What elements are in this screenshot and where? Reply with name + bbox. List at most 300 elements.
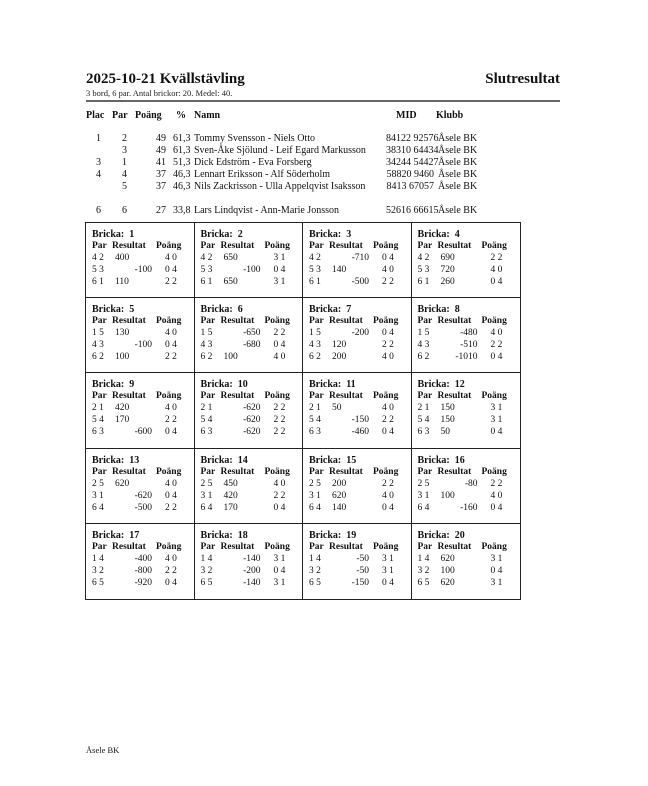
player-names: Lennart Eriksson - Alf Söderholm	[194, 169, 331, 180]
board-title	[201, 530, 248, 541]
board-points: 3 1	[490, 577, 503, 588]
board-points: 2 2	[165, 352, 177, 363]
board-col-poang: Poäng	[156, 316, 182, 327]
board-title	[92, 229, 134, 240]
board-result: -100	[134, 340, 152, 351]
board-header	[418, 391, 518, 403]
board-pairs: 6 2	[92, 352, 104, 363]
board-pairs: 3 2	[417, 565, 430, 576]
board-row	[309, 340, 409, 352]
board-result: 450	[223, 478, 238, 489]
board-pairs: 5 3	[309, 265, 321, 275]
board-pairs: 3 2	[200, 565, 213, 576]
board-result: 620	[440, 577, 455, 588]
board-points: 2 2	[490, 478, 503, 489]
club: Åsele BK	[438, 205, 478, 216]
board-row	[309, 415, 409, 427]
player-names: Sven-Åke Sjölund - Leif Egard Markusson	[194, 145, 366, 156]
board-result: 200	[332, 478, 347, 489]
board-points: 0 4	[165, 427, 177, 438]
board-points: 2 2	[490, 253, 503, 263]
board-row	[201, 340, 301, 352]
board-row	[92, 479, 192, 491]
board-col-resultat: Resultat	[329, 316, 363, 327]
board-col-par: Par	[92, 241, 107, 251]
board-col-par: Par	[200, 391, 216, 402]
board-pairs: 6 4	[92, 502, 104, 513]
board-points: 2 2	[273, 490, 286, 501]
points: 37	[156, 181, 166, 192]
board-col-resultat: Resultat	[329, 391, 363, 402]
board-result: 400	[115, 253, 130, 263]
board-label: Bricka:	[309, 379, 342, 391]
board-points: 2 2	[382, 415, 394, 426]
board-col-poang: Poäng	[481, 241, 507, 251]
board-points: 4 0	[490, 328, 503, 339]
board-pairs: 6 4	[200, 502, 213, 513]
board-result: -100	[134, 265, 152, 275]
board-title	[92, 379, 134, 390]
board-points: 3 1	[273, 277, 286, 287]
board-col-poang: Poäng	[264, 466, 290, 477]
board-result: -650	[243, 328, 261, 339]
board-pairs: 1 4	[92, 553, 104, 564]
board-result: -500	[134, 502, 152, 513]
board-points: 0 4	[490, 427, 503, 438]
board-card	[303, 298, 412, 373]
col-namn: Namn	[194, 110, 221, 121]
pair-number: 2	[122, 133, 127, 144]
club: Åsele BK	[438, 145, 478, 156]
board-col-poang: Poäng	[156, 466, 182, 477]
board-row	[92, 340, 192, 352]
board-result: -800	[134, 565, 152, 576]
board-result: 100	[115, 352, 130, 363]
board-label: Bricka:	[92, 529, 125, 541]
member-ids: 84122 92576	[386, 133, 439, 144]
board-card	[303, 223, 412, 298]
board-pairs: 6 4	[417, 502, 430, 513]
board-pairs: 6 2	[200, 352, 213, 363]
board-pairs: 6 4	[309, 502, 321, 513]
board-result: 690	[440, 253, 455, 263]
pair-number: 6	[122, 205, 127, 216]
board-points: 2 2	[273, 403, 286, 414]
board-points: 0 4	[382, 577, 394, 588]
board-points: 4 0	[490, 490, 503, 501]
board-points: 4 0	[165, 403, 177, 414]
board-result: 720	[440, 265, 455, 275]
board-title	[418, 530, 465, 541]
board-card	[195, 524, 304, 599]
board-result: -480	[460, 328, 478, 339]
board-result: -160	[460, 502, 478, 513]
board-header	[201, 241, 301, 253]
board-points: 4 0	[165, 253, 177, 263]
board-col-resultat: Resultat	[112, 316, 146, 327]
board-points: 2 2	[165, 502, 177, 513]
board-row	[201, 253, 301, 265]
board-result: 110	[115, 277, 129, 287]
board-pairs: 3 2	[92, 565, 104, 576]
placement: 3	[96, 157, 101, 168]
board-row	[418, 277, 518, 289]
board-pairs: 5 3	[417, 265, 430, 275]
board-row	[201, 554, 301, 566]
board-row	[309, 253, 409, 265]
board-result: 260	[440, 277, 455, 287]
board-label: Bricka:	[200, 229, 233, 240]
board-col-par: Par	[309, 241, 324, 251]
board-header	[201, 391, 301, 403]
board-points: 3 1	[490, 415, 503, 426]
board-row	[201, 265, 301, 277]
board-col-par: Par	[309, 541, 324, 552]
board-points: 4 0	[165, 478, 177, 489]
board-col-par: Par	[200, 466, 216, 477]
board-header	[418, 467, 518, 479]
board-col-resultat: Resultat	[437, 241, 472, 251]
board-header	[418, 241, 518, 253]
board-pairs: 5 4	[309, 415, 321, 426]
club: Åsele BK	[438, 169, 478, 180]
board-row	[309, 566, 409, 578]
member-ids: 34244 54427	[386, 157, 439, 168]
board-points: 4 0	[382, 265, 394, 275]
board-title	[309, 379, 356, 390]
pair-number: 3	[122, 145, 127, 156]
board-col-par: Par	[92, 391, 107, 402]
board-col-resultat: Resultat	[112, 541, 146, 552]
pair-number: 1	[122, 157, 127, 168]
board-points: 0 4	[273, 265, 286, 275]
board-pairs: 5 3	[200, 265, 213, 275]
board-points: 2 2	[382, 478, 394, 489]
board-points: 0 4	[165, 265, 177, 275]
board-number: 11	[346, 379, 356, 391]
col-klubb: Klubb	[436, 110, 464, 121]
board-row	[201, 328, 301, 340]
board-pairs: 6 3	[309, 427, 321, 438]
board-label: Bricka:	[417, 304, 450, 316]
board-pairs: 3 1	[309, 490, 321, 501]
board-row	[201, 503, 301, 515]
col-plac: Plac	[86, 110, 105, 121]
board-label: Bricka:	[92, 454, 125, 466]
board-card	[303, 373, 412, 448]
footer-club: Åsele BK	[86, 745, 120, 755]
board-result: -620	[243, 427, 261, 438]
board-col-poang: Poäng	[481, 466, 507, 477]
board-row	[418, 578, 518, 590]
board-points: 0 4	[165, 490, 177, 501]
board-col-poang: Poäng	[373, 391, 399, 402]
board-pairs: 4 3	[309, 340, 321, 351]
board-pairs: 6 5	[417, 577, 430, 588]
board-pairs: 4 3	[92, 340, 104, 351]
board-points: 2 2	[382, 340, 394, 351]
board-pairs: 6 1	[417, 277, 430, 287]
board-title	[201, 379, 248, 390]
board-number: 18	[237, 529, 248, 541]
board-row	[92, 352, 192, 364]
points: 37	[156, 169, 166, 180]
board-points: 0 4	[382, 502, 394, 513]
board-row	[92, 415, 192, 427]
board-result: -140	[243, 553, 261, 564]
board-pairs: 3 1	[92, 490, 104, 501]
board-row	[201, 415, 301, 427]
board-title	[418, 304, 460, 315]
board-points: 3 1	[382, 553, 394, 564]
col-poang: Poäng	[135, 110, 162, 121]
board-points: 0 4	[273, 565, 286, 576]
board-result: 420	[223, 490, 238, 501]
board-row	[92, 427, 192, 439]
board-col-resultat: Resultat	[329, 541, 363, 552]
board-label: Bricka:	[92, 229, 125, 240]
player-names: Nils Zackrisson - Ulla Appelqvist Isaksson	[194, 181, 366, 192]
board-points: 0 4	[382, 328, 394, 339]
board-number: 14	[237, 454, 248, 466]
board-col-resultat: Resultat	[220, 241, 255, 251]
board-result: -100	[243, 265, 261, 275]
board-header	[92, 542, 192, 554]
board-result: 100	[440, 565, 455, 576]
board-col-poang: Poäng	[264, 391, 290, 402]
board-col-poang: Poäng	[156, 541, 182, 552]
board-result: -200	[351, 328, 369, 339]
placement: 6	[96, 205, 101, 216]
board-pairs: 2 1	[417, 403, 430, 414]
board-row	[309, 503, 409, 515]
board-row	[309, 277, 409, 289]
board-result: 140	[332, 502, 347, 513]
board-row	[201, 479, 301, 491]
board-pairs: 1 5	[417, 328, 430, 339]
board-header	[418, 542, 518, 554]
result-status: Slutresultat	[485, 71, 560, 87]
board-pairs: 6 1	[309, 277, 321, 287]
board-number: 6	[237, 304, 243, 316]
board-col-par: Par	[309, 466, 324, 477]
board-label: Bricka:	[200, 529, 233, 541]
board-result: -200	[243, 565, 261, 576]
board-row	[309, 491, 409, 503]
board-pairs: 4 2	[92, 253, 104, 263]
board-points: 3 1	[382, 565, 394, 576]
board-pairs: 3 1	[417, 490, 430, 501]
board-title	[418, 229, 460, 240]
board-number: 13	[129, 454, 140, 466]
board-label: Bricka:	[309, 229, 342, 240]
board-result: -150	[351, 577, 369, 588]
board-number: 16	[454, 454, 465, 466]
board-row	[309, 554, 409, 566]
board-card	[195, 298, 304, 373]
board-pairs: 4 2	[309, 253, 321, 263]
board-points: 3 1	[273, 577, 286, 588]
board-card	[195, 223, 304, 298]
board-number: 12	[454, 379, 465, 391]
board-result: -600	[134, 427, 152, 438]
board-header	[201, 542, 301, 554]
board-result: 120	[332, 340, 347, 351]
board-col-poang: Poäng	[373, 541, 399, 552]
board-card	[86, 449, 195, 524]
board-points: 4 0	[490, 265, 503, 275]
board-points: 0 4	[382, 253, 394, 263]
board-pairs: 1 4	[417, 553, 430, 564]
board-col-par: Par	[417, 241, 433, 251]
board-row	[201, 566, 301, 578]
board-pairs: 4 3	[417, 340, 430, 351]
board-title	[92, 530, 139, 541]
board-col-poang: Poäng	[373, 466, 399, 477]
percentage: 61,3	[173, 133, 191, 144]
points: 27	[156, 205, 166, 216]
board-pairs: 5 4	[417, 415, 430, 426]
board-title	[418, 379, 465, 390]
board-col-par: Par	[92, 316, 107, 327]
board-header	[309, 542, 409, 554]
board-card	[412, 298, 521, 373]
board-col-poang: Poäng	[481, 391, 507, 402]
board-row	[92, 578, 192, 590]
board-col-par: Par	[92, 541, 107, 552]
board-header	[309, 391, 409, 403]
board-points: 3 1	[490, 553, 503, 564]
board-row	[418, 265, 518, 277]
board-row	[92, 253, 192, 265]
board-number: 9	[129, 379, 135, 391]
board-row	[201, 352, 301, 364]
board-col-resultat: Resultat	[112, 466, 146, 477]
board-pairs: 2 1	[309, 403, 321, 414]
board-result: 650	[223, 277, 238, 287]
board-row	[309, 328, 409, 340]
board-number: 2	[237, 229, 243, 240]
board-col-poang: Poäng	[264, 316, 290, 327]
board-title	[309, 304, 351, 315]
board-number: 3	[346, 229, 352, 240]
board-pairs: 6 2	[309, 352, 321, 363]
board-row	[92, 265, 192, 277]
pair-number: 5	[122, 181, 127, 192]
board-row	[201, 403, 301, 415]
board-card	[195, 449, 304, 524]
board-result: 140	[332, 265, 347, 275]
board-col-poang: Poäng	[156, 391, 182, 402]
board-header	[309, 467, 409, 479]
board-col-par: Par	[417, 541, 433, 552]
percentage: 61,3	[173, 145, 191, 156]
board-col-poang: Poäng	[156, 241, 182, 251]
board-row	[418, 491, 518, 503]
board-row	[92, 566, 192, 578]
board-col-poang: Poäng	[481, 541, 507, 552]
board-label: Bricka:	[417, 379, 450, 391]
board-card	[412, 223, 521, 298]
board-header	[92, 467, 192, 479]
board-result: 100	[223, 352, 238, 363]
board-points: 3 1	[273, 253, 286, 263]
board-card	[412, 524, 521, 599]
board-col-resultat: Resultat	[437, 541, 472, 552]
board-result: -140	[243, 577, 261, 588]
board-card	[86, 223, 195, 298]
points: 49	[156, 145, 166, 156]
board-header	[201, 467, 301, 479]
board-pairs: 3 2	[309, 565, 321, 576]
board-row	[92, 503, 192, 515]
board-col-resultat: Resultat	[220, 541, 255, 552]
board-result: 50	[332, 403, 342, 414]
board-pairs: 6 2	[417, 352, 430, 363]
board-title	[92, 455, 139, 466]
board-row	[418, 503, 518, 515]
board-points: 3 1	[490, 403, 503, 414]
board-col-par: Par	[200, 541, 216, 552]
board-pairs: 3 1	[200, 490, 213, 501]
board-pairs: 6 3	[92, 427, 104, 438]
board-label: Bricka:	[309, 454, 342, 466]
placement: 4	[96, 169, 101, 180]
board-col-poang: Poäng	[264, 241, 290, 251]
board-result: -620	[243, 403, 261, 414]
board-pairs: 1 5	[309, 328, 321, 339]
board-pairs: 2 5	[200, 478, 213, 489]
board-label: Bricka:	[417, 529, 450, 541]
board-pairs: 1 4	[200, 553, 213, 564]
board-pairs: 2 5	[417, 478, 430, 489]
board-points: 4 0	[382, 490, 394, 501]
board-grid	[85, 222, 521, 600]
board-result: -510	[460, 340, 478, 351]
club: Åsele BK	[438, 157, 478, 168]
board-points: 2 2	[165, 277, 177, 287]
col-par: Par	[112, 110, 128, 121]
board-points: 0 4	[273, 502, 286, 513]
board-result: 50	[440, 427, 450, 438]
board-row	[418, 479, 518, 491]
board-result: 200	[332, 352, 347, 363]
board-points: 0 4	[273, 340, 286, 351]
board-pairs: 5 4	[92, 415, 104, 426]
board-result: -500	[351, 277, 369, 287]
board-pairs: 6 3	[417, 427, 430, 438]
board-label: Bricka:	[309, 304, 342, 316]
board-label: Bricka:	[92, 379, 125, 391]
board-result: 170	[115, 415, 130, 426]
board-col-par: Par	[92, 466, 107, 477]
board-row	[92, 554, 192, 566]
board-pairs: 6 1	[92, 277, 104, 287]
board-number: 5	[129, 304, 135, 316]
board-pairs: 1 5	[200, 328, 213, 339]
board-result: 100	[440, 490, 455, 501]
board-row	[309, 479, 409, 491]
board-result: -680	[243, 340, 261, 351]
board-points: 2 2	[273, 415, 286, 426]
board-row	[92, 403, 192, 415]
col-percent: %	[176, 110, 186, 121]
board-pairs: 6 1	[200, 277, 213, 287]
board-card	[412, 449, 521, 524]
board-points: 2 2	[273, 328, 286, 339]
board-row	[309, 403, 409, 415]
board-points: 0 4	[165, 577, 177, 588]
